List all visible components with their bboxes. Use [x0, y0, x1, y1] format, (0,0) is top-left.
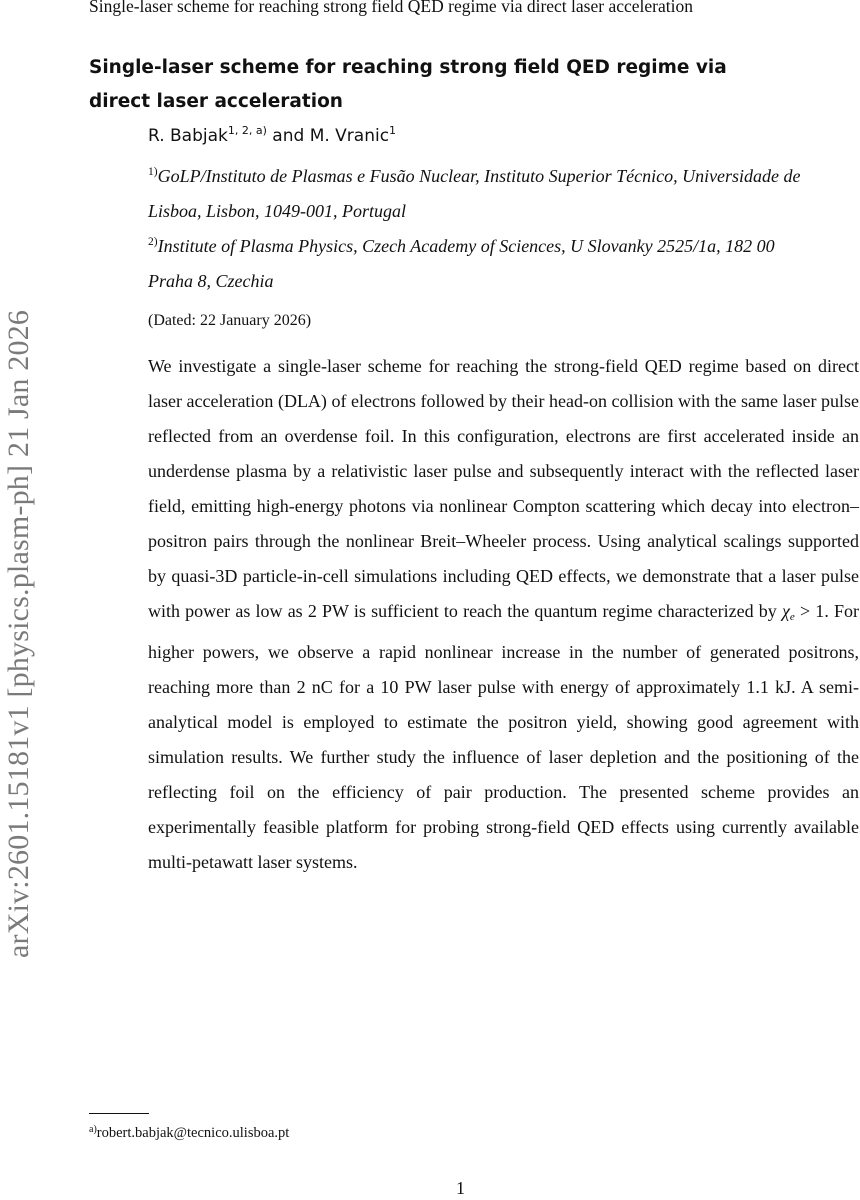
- inequality-text: > 1: [794, 601, 825, 621]
- author-line: [148, 124, 396, 146]
- running-header: Single-laser scheme for reaching strong field QED regime via direct laser acceleration: [89, 0, 693, 16]
- footnote-email-link[interactable]: robert.babjak@tecnico.ulisboa.pt: [96, 1125, 290, 1141]
- abstract-text-part-2: . For higher powers, we observe a rapid nonlinear increase in the number of generated positrons, reaching more than 2 nC for a 10 PW laser pulse with energy of approximately 1.1 kJ. A semi-analytical model is employed to estimate the positron yield, showing good agreement with simulation results. We further study the influence of laser depletion and the positioning of the reflecting foil on the efficiency of pair production. The presented scheme provides an experimentally feasible platform for probing strong-field QED effects using currently available multi-petawatt laser systems.: [148, 601, 859, 872]
- affiliation-2: [148, 225, 808, 299]
- author-name: M. Vranic: [309, 126, 390, 146]
- affiliation-text: GoLP/Instituto de Plasmas e Fusão Nuclear, Instituto Superior Técnico, Universidade de Lisboa, Lisbon, 1049-001, Portugal: [148, 166, 801, 221]
- affiliation-1: [148, 155, 808, 229]
- author-name: R. Babjak: [148, 126, 228, 146]
- paper-title: Single-laser scheme for reaching strong field QED regime via direct laser acceleration: [89, 57, 727, 112]
- author-affiliation-marks: 1: [389, 124, 397, 137]
- footnote: [89, 1124, 289, 1142]
- affiliation-mark: 2): [148, 236, 158, 248]
- abstract-text-part-1: We investigate a single-laser scheme for reaching the strong-field QED regime based on direct laser acceleration (DLA) of electrons followed by their head-on collision with the same laser pulse reflected from an overdense foil. In this configuration, electrons are first accelerated inside an underdense plasma by a relativistic laser pulse and subsequently interact with the reflected laser field, emitting high-energy photons via nonlinear Compton scattering which decay into electron–positron pairs through the nonlinear Breit–Wheeler process. Using analytical scalings supported by quasi-3D particle-in-cell simulations including QED effects, we demonstrate that a laser pulse with power as low as 2 PW is sufficient to reach the quantum regime characterized by: [148, 356, 859, 621]
- chi-subscript: e: [789, 611, 795, 623]
- arxiv-identifier-text: arXiv:2601.15181v1 [physics.plasm-ph] 21 Jan 2026: [2, 309, 35, 958]
- chi-symbol: χ: [781, 601, 790, 621]
- page-number: 1: [456, 1178, 465, 1198]
- footnote-mark: a): [89, 1124, 97, 1135]
- footnote-divider: [89, 1113, 149, 1114]
- author-connector: and: [266, 126, 310, 146]
- arxiv-identifier-stamp: [0, 228, 36, 958]
- affiliation-mark: 1): [148, 166, 158, 178]
- affiliation-text: Institute of Plasma Physics, Czech Academy of Sciences, U Slovanky 2525/1a, 182 00 Praha 8, Czechia: [148, 236, 775, 291]
- date-line: (Dated: 22 January 2026): [148, 312, 312, 329]
- abstract: [148, 349, 859, 880]
- author-affiliation-marks: 1, 2, a): [227, 124, 267, 137]
